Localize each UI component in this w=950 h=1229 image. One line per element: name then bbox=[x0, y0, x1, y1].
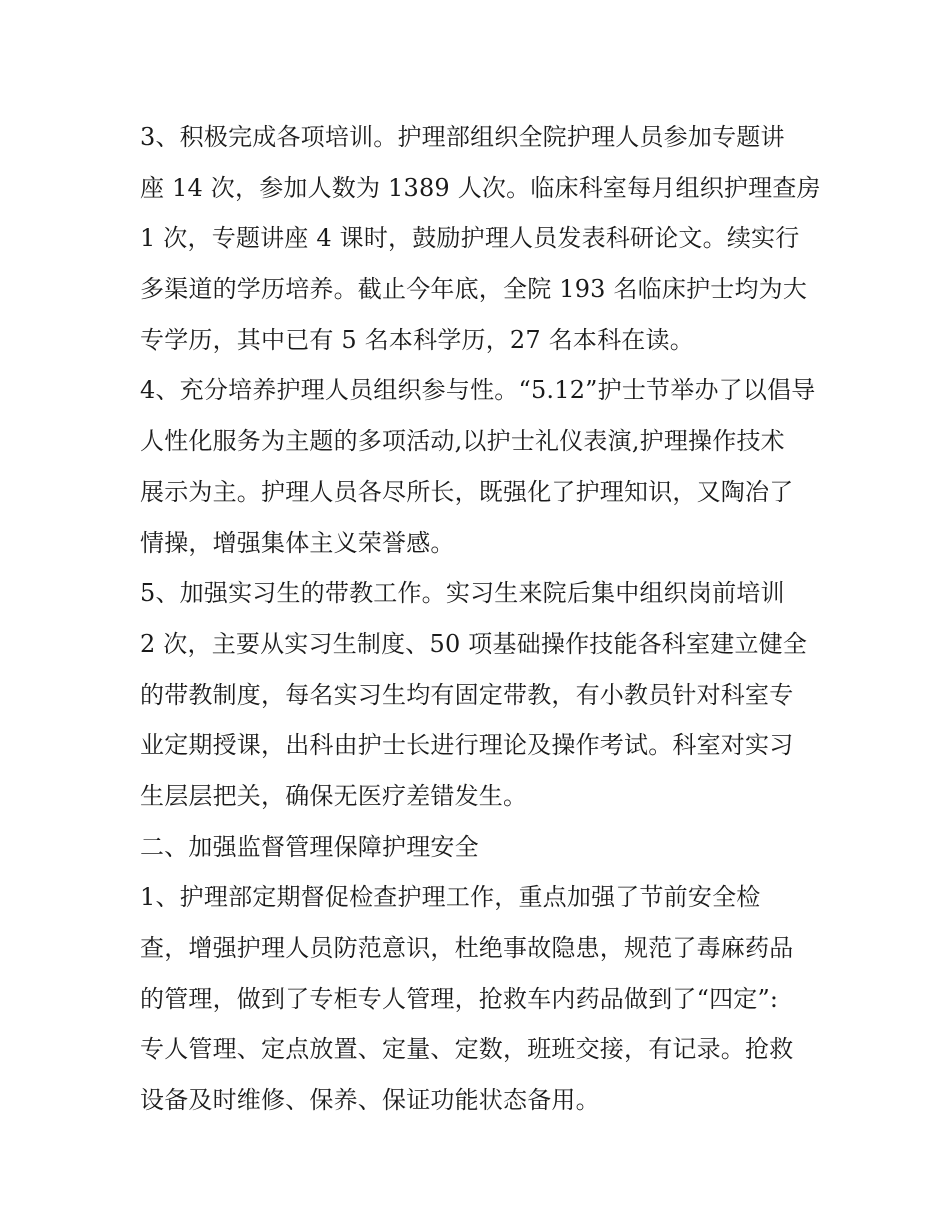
text-line: 2 次，主要从实习生制度、50 项基础操作技能各科室建立健全 bbox=[140, 629, 808, 658]
section-heading: 二、加强监督管理保障护理安全 bbox=[140, 832, 479, 861]
document-page bbox=[140, 112, 820, 1126]
text-line: 多渠道的学历培养。截止今年底，全院 193 名临床护士均为大 bbox=[140, 275, 808, 304]
text-line: 1 次，专题讲座 4 课时，鼓励护理人员发表科研论文。续实行 bbox=[140, 224, 800, 253]
text-line: 专人管理、定点放置、定量、定数，班班交接，有记录。抢救 bbox=[140, 1035, 794, 1064]
text-line: 5、加强实习生的带教工作。实习生来院后集中组织岗前培训 bbox=[140, 579, 785, 608]
text-line: 业定期授课，出科由护士长进行理论及操作考试。科室对实习 bbox=[140, 731, 794, 760]
text-line: 4、充分培养护理人员组织参与性。“5.12”护士节举办了以倡导 bbox=[140, 376, 816, 405]
text-line: 座 14 次，参加人数为 1389 人次。临床科室每月组织护理查房 bbox=[140, 173, 821, 202]
text-line: 3、积极完成各项培训。护理部组织全院护理人员参加专题讲 bbox=[140, 123, 785, 151]
text-line: 的管理，做到了专柜专人管理，抢救车内药品做到了“四定”: bbox=[140, 984, 779, 1013]
text-line: 人性化服务为主题的多项活动,以护士礼仪表演,护理操作技术 bbox=[140, 427, 785, 456]
text-line: 专学历，其中已有 5 名本科学历，27 名本科在读。 bbox=[140, 325, 694, 354]
text-line: 展示为主。护理人员各尽所长，既强化了护理知识，又陶冶了 bbox=[140, 477, 794, 506]
text-line: 生层层把关，确保无医疗差错发生。 bbox=[140, 781, 528, 810]
text-line: 情操，增强集体主义荣誉感。 bbox=[140, 528, 455, 557]
text-line: 查，增强护理人员防范意识，杜绝事故隐患，规范了毒麻药品 bbox=[140, 934, 794, 962]
text-line: 的带教制度，每名实习生均有固定带教，有小教员针对科室专 bbox=[140, 680, 794, 709]
text-line: 设备及时维修、保养、保证功能状态备用。 bbox=[140, 1086, 600, 1115]
text-line: 1、护理部定期督促检查护理工作，重点加强了节前安全检 bbox=[140, 883, 761, 912]
